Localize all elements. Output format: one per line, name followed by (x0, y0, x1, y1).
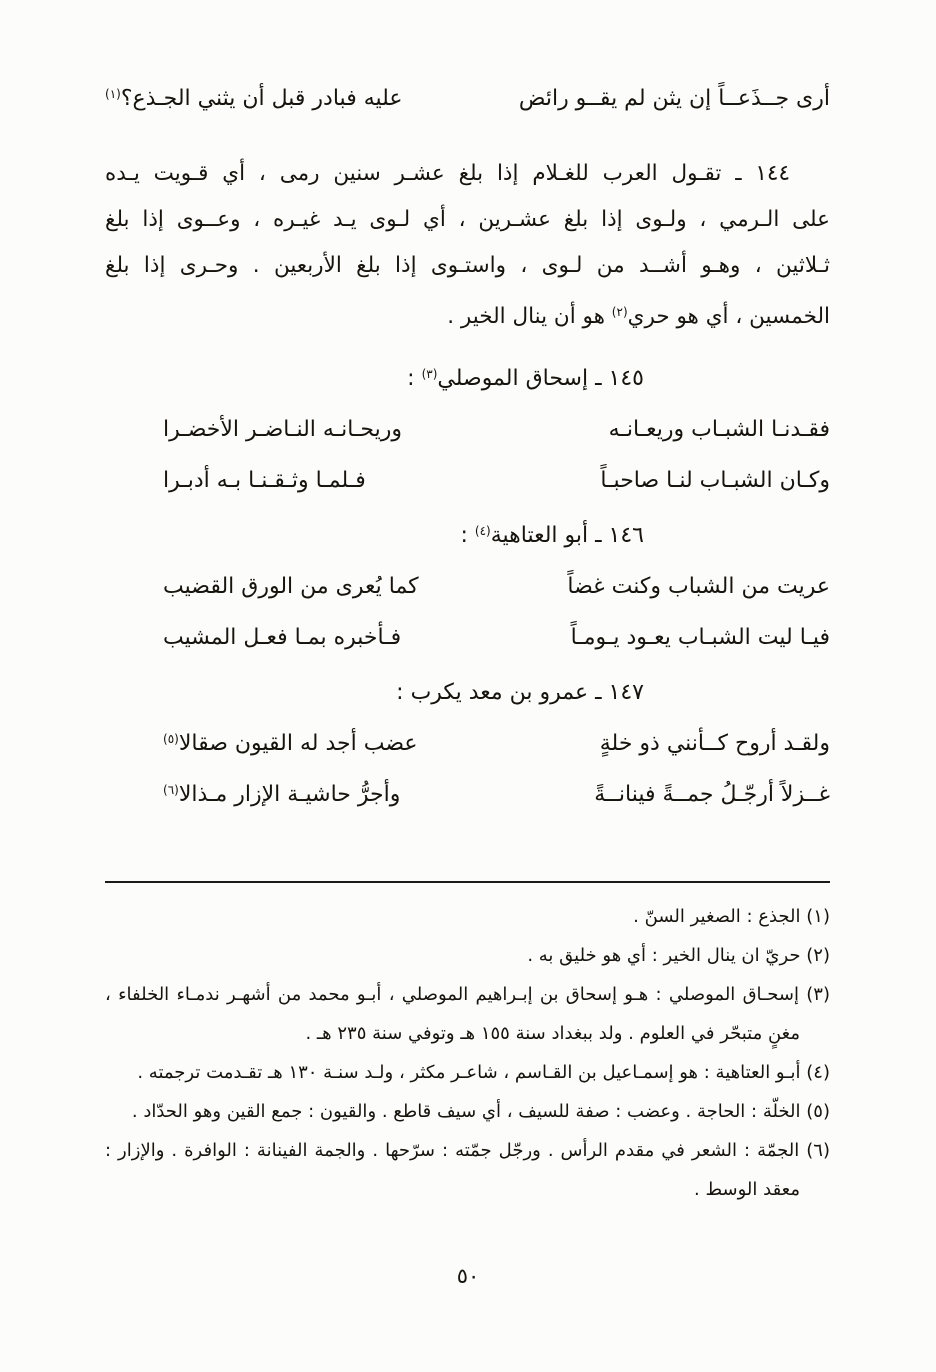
section-heading-145 (105, 358, 830, 395)
footnote-ref-3: (٣) (421, 367, 438, 381)
paragraph-line: ١٤٤ ـ تقـول العرب للغـلام إذا بلغ عشـر سنين رمى ، أي قـويت يـده (105, 161, 790, 186)
section-heading-147 (105, 672, 830, 709)
verse-row (163, 409, 830, 446)
footnote-text: حريّ ان ينال الخير : أي هو خليق به . (527, 945, 801, 966)
hemistich-right: عريت من الشباب وكنت غضاً (567, 574, 830, 599)
hemistich-left (163, 723, 418, 760)
hemistich-left (163, 617, 401, 654)
hemistich-left (163, 409, 402, 446)
footnote-marker: (٤) (806, 1062, 830, 1083)
footnote-ref-4: (٤) (474, 524, 491, 538)
poem-147 (105, 723, 830, 811)
hemistich-left-text: عليه فبادر قبل أن يثني الجـذع؟ (120, 86, 403, 111)
section-heading-text: ١٤٥ ـ إسحاق الموصلي (437, 366, 644, 391)
opening-verse (105, 78, 830, 115)
verse-row (163, 566, 830, 603)
footnote-ref-1: (١) (105, 87, 121, 101)
hemistich-right: أرى جــذَعــاً إن يثن لم يقــو رائض (518, 86, 830, 111)
section-heading-colon: : (460, 523, 475, 548)
verse-row (163, 723, 830, 760)
poem-145 (105, 409, 830, 497)
hemistich-left-text: فـلمـا وثـقـنـا بـه أدبـرا (163, 468, 366, 493)
hemistich-left (163, 460, 366, 497)
hemistich-left-text: كما يُعرى من الورق القضيب (163, 574, 419, 599)
footnote-marker: (٣) (806, 984, 830, 1005)
paragraph-line-tail: هو أن ينال الخير . (447, 304, 612, 329)
footnotes (105, 897, 830, 1209)
section-heading-text: ١٤٧ ـ عمرو بن معد يكرب : (396, 680, 644, 705)
footnote-item-6 (105, 1131, 830, 1209)
hemistich-left-text: فـأخبره بمـا فعـل المشيب (163, 625, 402, 650)
hemistich-left (163, 566, 419, 603)
footnote-ref-5: (٥) (163, 732, 179, 746)
footnote-item-2 (105, 936, 830, 975)
verse-row (163, 460, 830, 497)
paragraph-line: على الـرمي ، ولـوى إذا بلغ عشـرين ، أي لـوى يـد غيـره ، وعــوى إذا بلغ (105, 207, 830, 232)
footnote-item-1 (105, 897, 830, 936)
footnote-item-3 (105, 975, 830, 1053)
section-heading-146 (105, 515, 830, 552)
footnote-marker: (١) (806, 906, 830, 927)
paragraph-144 (105, 151, 830, 340)
paragraph-line: ثـلاثين ، وهـو أشــد من لـوى ، واستـوى إذا بلغ الأربعين . وحـرى إذا بلغ (105, 253, 830, 278)
footnote-text: الجمّة : الشعر في مقدم الرأس . ورجّل جمّته : سرّحها . والجمة الفينانة : الوافرة . والإزار : معقد الوسط . (105, 1140, 800, 1200)
footnote-ref-2: (٢) (611, 305, 628, 319)
footnote-text: الخلّة : الحاجة . وعضب : صفة للسيف ، أي سيف قاطع . والقيون : جمع القين وهو الحدّاد . (131, 1101, 801, 1122)
footnote-marker: (٦) (806, 1140, 830, 1161)
hemistich-left-text: وأجرُّ حاشيـة الإزار مـذالا (178, 782, 401, 807)
section-heading-text: ١٤٦ ـ أبو العتاهية (490, 523, 644, 548)
hemistich-right: وكـان الشبـاب لنـا صاحبـاً (600, 468, 830, 493)
verse-row (163, 617, 830, 654)
paragraph-line-text: الخمسين ، أي هو حري (627, 304, 830, 329)
verse-row (163, 774, 830, 811)
hemistich-left-text: وريحـانـه النـاضـر الأخضـرا (163, 417, 402, 442)
hemistich-left (105, 78, 403, 115)
hemistich-left-text: عضب أجد له القيون صقالا (178, 731, 418, 756)
hemistich-right: فقـدنـا الشبـاب وريعـانـه (608, 417, 830, 442)
hemistich-right: ولقـد أروح كــأنني ذو خلةٍ (599, 731, 830, 756)
footnote-text: الجذع : الصغير السنّ . (633, 906, 801, 927)
hemistich-right: فيـا ليت الشبـاب يعـود يـومـاً (570, 625, 830, 650)
footnote-text: أبـو العتاهية : هو إسمـاعيل بن القـاسم ، شاعـر مكثر ، ولـد سنـة ١٣٠ هـ تقـدمت ترجمته . (137, 1062, 801, 1083)
poem-146 (105, 566, 830, 654)
section-heading-colon: : (407, 366, 422, 391)
footnote-item-5 (105, 1092, 830, 1131)
footnote-ref-6: (٦) (163, 783, 179, 797)
footnote-item-4 (105, 1053, 830, 1092)
hemistich-left (163, 774, 400, 811)
page-number: ٥٠ (456, 1264, 480, 1288)
footnote-text: إسحـاق الموصلي : هـو إسحاق بن إبـراهيم الموصلي ، أبـو محمد من أشهـر ندمـاء الخلفاء ، مغنٍ متبحّر في العلوم . ولد ببغداد سنة ١٥٥ هـ وتوفي سنة ٢٣٥ هـ . (105, 984, 800, 1044)
footnote-separator-rule (105, 881, 830, 883)
hemistich-right: غــزلاً أرجّـلُ جمــةً فينانــةً (594, 782, 830, 807)
footnote-marker: (٥) (806, 1101, 830, 1122)
footnote-marker: (٢) (806, 945, 830, 966)
paragraph-line (105, 289, 830, 340)
